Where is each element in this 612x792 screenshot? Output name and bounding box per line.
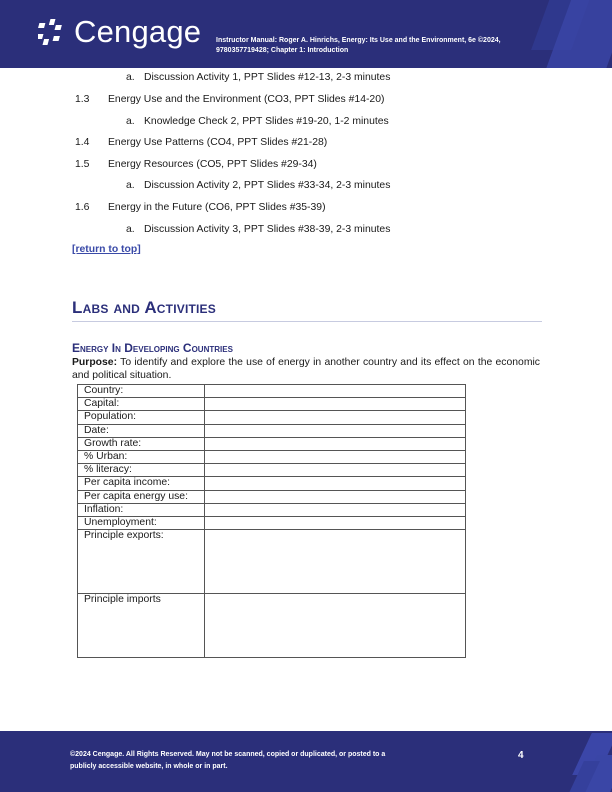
- outline-number: 1.4: [75, 137, 90, 148]
- document-meta: [216, 36, 546, 56]
- table-row: [78, 464, 466, 477]
- cengage-mark-icon: [38, 17, 68, 47]
- row-value-cell[interactable]: [205, 530, 466, 594]
- outline-letter: a.: [126, 72, 135, 83]
- outline-text: Knowledge Check 2, PPT Slides #19-20, 1-2 minutes: [144, 116, 389, 127]
- row-value-cell[interactable]: [205, 477, 466, 490]
- page-header: [0, 0, 612, 68]
- row-label: % literacy:: [78, 464, 205, 477]
- outline-text: Discussion Activity 2, PPT Slides #33-34, 2-3 minutes: [144, 180, 391, 191]
- outline-letter: a.: [126, 180, 135, 191]
- row-label: Unemployment:: [78, 516, 205, 529]
- outline-number: 1.6: [75, 202, 90, 213]
- row-value-cell[interactable]: [205, 490, 466, 503]
- outline-number: 1.3: [75, 94, 90, 105]
- outline-letter: a.: [126, 224, 135, 235]
- meta-line: 9780357719428; Chapter 1: Introduction: [216, 47, 349, 54]
- purpose-text: To identify and explore the use of energy in another country and its effect on the economic and political situation.: [72, 357, 540, 381]
- table-row: [78, 594, 466, 658]
- copyright-line: ©2024 Cengage. All Rights Reserved. May not be scanned, copied or duplicated, or posted to a: [70, 751, 386, 758]
- table-row: [78, 490, 466, 503]
- row-value-cell[interactable]: [205, 411, 466, 424]
- row-label: Inflation:: [78, 503, 205, 516]
- purpose-label: Purpose:: [72, 357, 118, 368]
- return-to-top-link[interactable]: [return to top]: [72, 244, 141, 255]
- outline-number: 1.5: [75, 159, 90, 170]
- outline-text: Energy Resources (CO5, PPT Slides #29-34): [108, 159, 317, 170]
- page-number: 4: [518, 750, 524, 761]
- copyright-line: publicly accessible website, in whole or in part.: [70, 763, 228, 770]
- table-row: [78, 450, 466, 463]
- table-row: [78, 398, 466, 411]
- row-label: Population:: [78, 411, 205, 424]
- row-label: Date:: [78, 424, 205, 437]
- meta-line: Instructor Manual: Roger A. Hinrichs, Energy: Its Use and the Environment, 6e ©2024,: [216, 37, 501, 44]
- row-value-cell[interactable]: [205, 594, 466, 658]
- row-label: Per capita energy use:: [78, 490, 205, 503]
- outline-text: Energy Use and the Environment (CO3, PPT Slides #14-20): [108, 94, 385, 105]
- row-label: Per capita income:: [78, 477, 205, 490]
- outline-letter: a.: [126, 116, 135, 127]
- row-value-cell[interactable]: [205, 398, 466, 411]
- table-row: [78, 424, 466, 437]
- brand-name: Cengage: [74, 14, 202, 49]
- outline-text: Discussion Activity 3, PPT Slides #38-39, 2-3 minutes: [144, 224, 391, 235]
- row-value-cell[interactable]: [205, 424, 466, 437]
- row-value-cell[interactable]: [205, 450, 466, 463]
- table-row: [78, 516, 466, 529]
- table-row: [78, 503, 466, 516]
- table-row: [78, 411, 466, 424]
- row-label: Principle exports:: [78, 530, 205, 594]
- table-row: [78, 477, 466, 490]
- outline-text: Energy Use Patterns (CO4, PPT Slides #21-28): [108, 137, 328, 148]
- row-label: Principle imports: [78, 594, 205, 658]
- row-value-cell[interactable]: [205, 437, 466, 450]
- row-label: Growth rate:: [78, 437, 205, 450]
- page-footer: [0, 731, 612, 792]
- outline-text: Discussion Activity 1, PPT Slides #12-13, 2-3 minutes: [144, 72, 391, 83]
- row-value-cell[interactable]: [205, 516, 466, 529]
- section-title: Labs and Activities: [72, 298, 216, 317]
- activity-purpose: [72, 357, 540, 382]
- section-divider: [72, 321, 542, 322]
- table-row: [78, 530, 466, 594]
- country-data-table: [77, 384, 466, 658]
- activity-title: Energy In Developing Countries: [72, 341, 233, 355]
- table-row: [78, 385, 466, 398]
- row-value-cell[interactable]: [205, 464, 466, 477]
- outline-text: Energy in the Future (CO6, PPT Slides #35-39): [108, 202, 326, 213]
- row-label: Capital:: [78, 398, 205, 411]
- cengage-logo: [38, 14, 201, 50]
- row-label: % Urban:: [78, 450, 205, 463]
- copyright-notice: [70, 749, 430, 773]
- row-value-cell[interactable]: [205, 385, 466, 398]
- table-row: [78, 437, 466, 450]
- row-label: Country:: [78, 385, 205, 398]
- row-value-cell[interactable]: [205, 503, 466, 516]
